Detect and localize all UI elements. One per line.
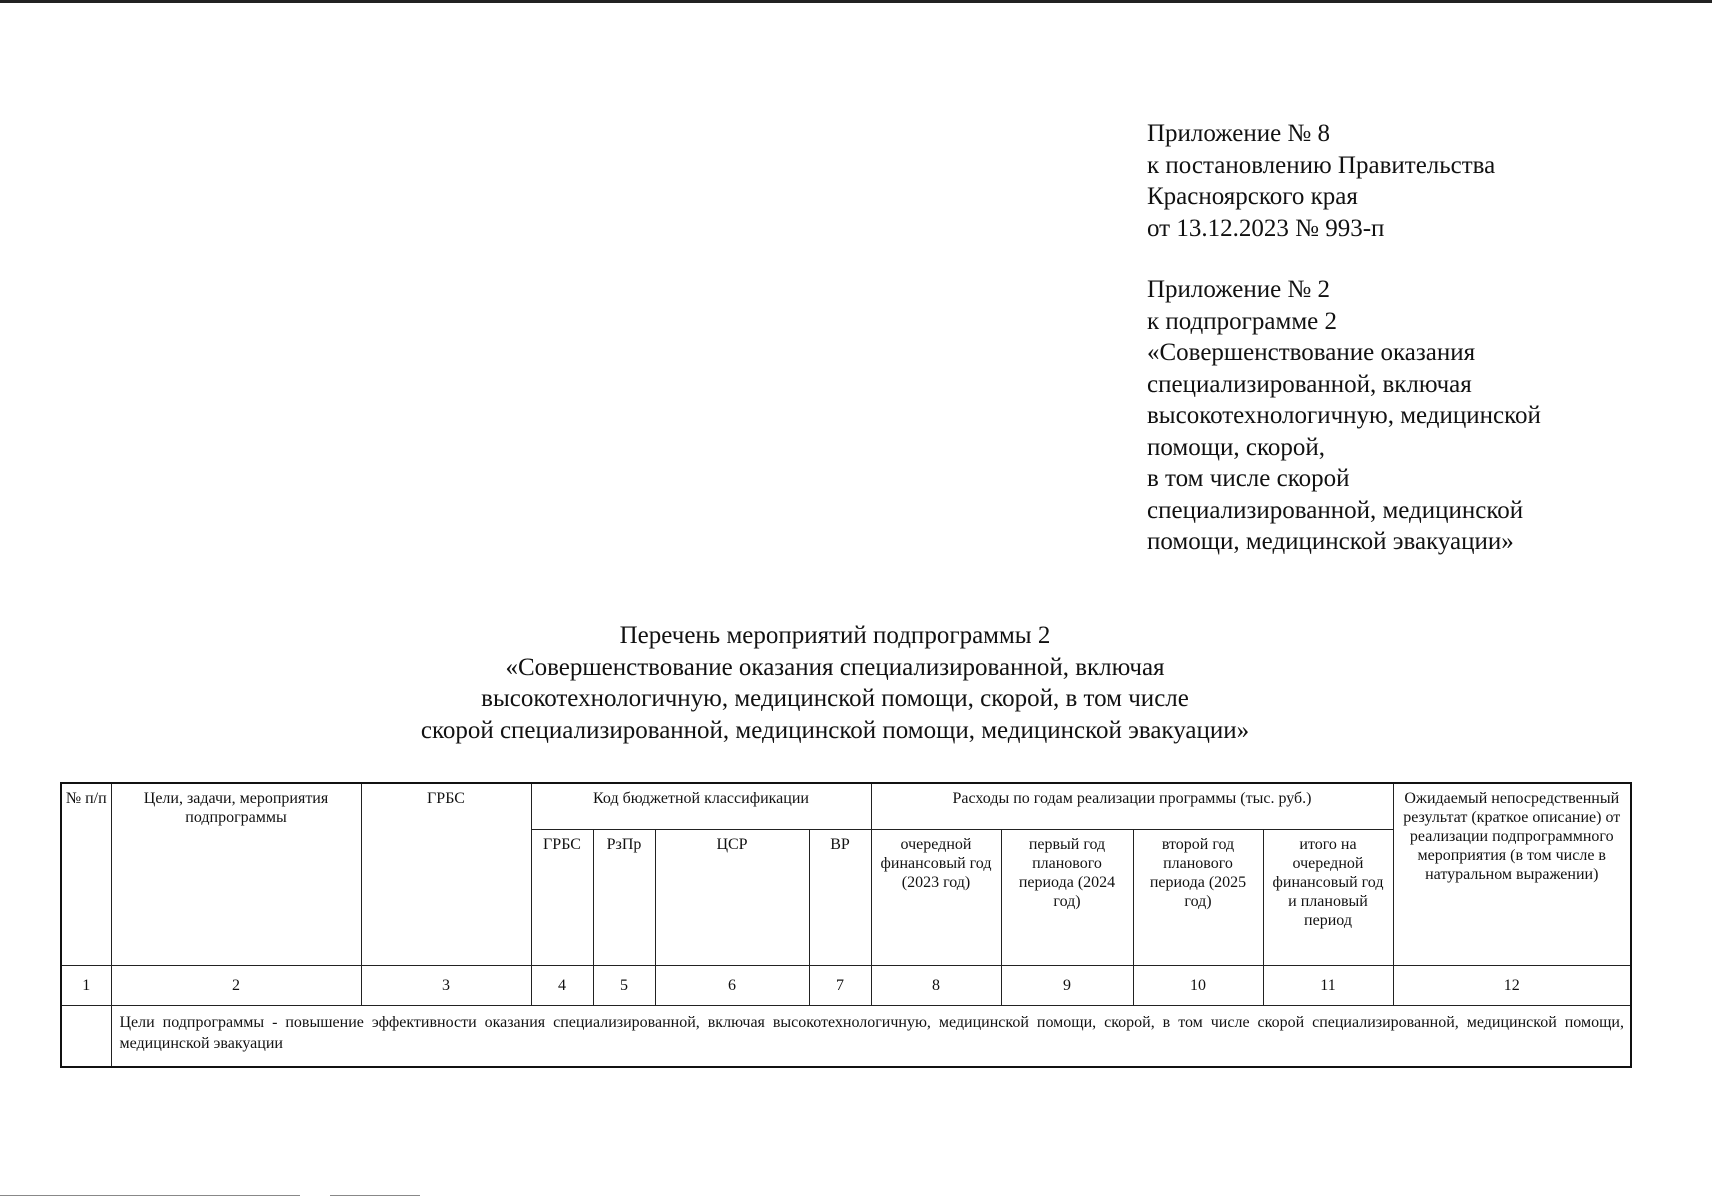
header-code-grbs: ГРБС bbox=[531, 829, 593, 965]
column-number: 6 bbox=[655, 965, 809, 1005]
appendix-2-line: высокотехнологичную, медицинской bbox=[1147, 402, 1541, 429]
bottom-scan-line bbox=[0, 1195, 300, 1196]
appendix-2-line: к подпрограмме 2 bbox=[1147, 307, 1337, 335]
appendix-8-line: к постановлению Правительства bbox=[1147, 151, 1496, 179]
title-line: «Совершенствование оказания специализированной, включая bbox=[505, 653, 1165, 681]
document-title bbox=[300, 620, 1370, 746]
appendix-8-block bbox=[1147, 118, 1495, 244]
appendix-2-line: «Совершенствование оказания bbox=[1147, 339, 1476, 366]
column-number: 2 bbox=[111, 965, 361, 1005]
appendix-2-line: помощи, скорой, bbox=[1147, 433, 1325, 461]
header-grbs: ГРБС bbox=[361, 783, 531, 965]
measures-table bbox=[60, 782, 1632, 1068]
top-border-line bbox=[0, 0, 1712, 3]
appendix-2-line: помощи, медицинской эвакуации» bbox=[1147, 528, 1514, 555]
title-line: скорой специализированной, медицинской помощи, медицинской эвакуации» bbox=[420, 716, 1250, 744]
header-total: итого на очередной финансовый год и плановый период bbox=[1263, 829, 1393, 965]
title-line: Перечень мероприятий подпрограммы 2 bbox=[619, 622, 1051, 649]
bottom-scan-line bbox=[330, 1195, 420, 1196]
column-number: 5 bbox=[593, 965, 655, 1005]
header-result: Ожидаемый непосредственный результат (краткое описание) от реализации подпрограммного мероприятия (в том числе в натуральном выражении) bbox=[1393, 783, 1631, 965]
goal-row-num bbox=[61, 1005, 111, 1067]
column-number: 7 bbox=[809, 965, 871, 1005]
appendix-2-line: в том числе скорой bbox=[1147, 465, 1350, 492]
column-number: 1 bbox=[61, 965, 111, 1005]
goal-row bbox=[61, 1005, 1631, 1067]
header-code-rzpr: РзПр bbox=[593, 829, 655, 965]
appendix-2-block bbox=[1147, 274, 1541, 558]
header-expenses: Расходы по годам реализации программы (тыс. руб.) bbox=[871, 783, 1393, 829]
column-number-row bbox=[61, 965, 1631, 1005]
column-number: 10 bbox=[1133, 965, 1263, 1005]
header-code-csr: ЦСР bbox=[655, 829, 809, 965]
header-goals: Цели, задачи, мероприятия подпрограммы bbox=[111, 783, 361, 965]
header-code-vr: ВР bbox=[809, 829, 871, 965]
appendix-2-line: специализированной, медицинской bbox=[1147, 496, 1524, 524]
goal-row-text: Цели подпрограммы - повышение эффективности оказания специализированной, включая высокотехнологичную, медицинской помощи, скорой, в том числе скорой специализированной, медицинской помощи, медицинской эвакуации bbox=[111, 1005, 1631, 1067]
appendix-8-line: Приложение № 8 bbox=[1147, 120, 1331, 147]
appendix-2-line: специализированной, включая bbox=[1147, 370, 1472, 398]
header-num: № п/п bbox=[61, 783, 111, 965]
header-row-top bbox=[61, 783, 1631, 829]
appendix-2-line: Приложение № 2 bbox=[1147, 276, 1331, 303]
column-number: 11 bbox=[1263, 965, 1393, 1005]
header-year-2025: второй год планового периода (2025 год) bbox=[1133, 829, 1263, 965]
header-budget-code: Код бюджетной классификации bbox=[531, 783, 871, 829]
column-number: 12 bbox=[1393, 965, 1631, 1005]
appendix-8-line: Красноярского края bbox=[1147, 183, 1358, 210]
column-number: 4 bbox=[531, 965, 593, 1005]
header-year-2024: первый год планового периода (2024 год) bbox=[1001, 829, 1133, 965]
title-line: высокотехнологичную, медицинской помощи, скорой, в том числе bbox=[481, 685, 1189, 712]
header-year-2023: очередной финансовый год (2023 год) bbox=[871, 829, 1001, 965]
column-number: 8 bbox=[871, 965, 1001, 1005]
appendix-8-line: от 13.12.2023 № 993-п bbox=[1147, 214, 1385, 242]
column-number: 3 bbox=[361, 965, 531, 1005]
column-number: 9 bbox=[1001, 965, 1133, 1005]
